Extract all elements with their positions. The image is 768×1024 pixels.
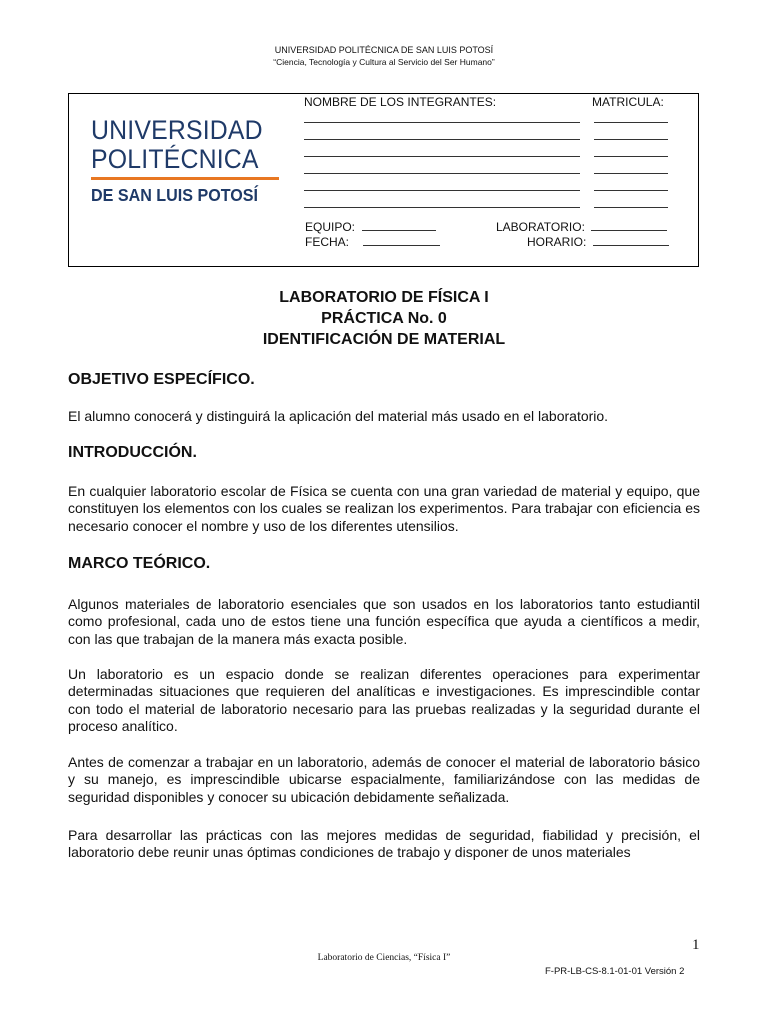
horario-field[interactable] — [593, 235, 669, 246]
intro-heading: INTRODUCCIÓN. — [68, 444, 197, 461]
marco-paragraph-3: Antes de comenzar a trabajar en un laboratorio, además de conocer el material de laboratorio básico y su manejo, es imprescindible ubicarse espacialmente, familiarizándose con las medidas de seguridad disponibles y conocer su ubicación debidamente señalizada. — [68, 754, 700, 805]
member-name-field[interactable] — [304, 156, 580, 157]
matricula-field[interactable] — [594, 156, 668, 157]
member-name-field[interactable] — [304, 122, 580, 123]
fecha-row — [305, 235, 440, 249]
logo-accent-rule — [91, 177, 279, 180]
header-form-box — [68, 93, 699, 267]
laboratorio-row — [496, 220, 667, 234]
marco-paragraph-2: Un laboratorio es un espacio donde se realizan diferentes operaciones para experimentar determinadas situaciones que requieren del analíticas e investigaciones. Es imprescindible contar con todo el material de laboratorio necesario para las pruebas realizadas y la seguridad durante el proceso analítico. — [68, 666, 700, 735]
footer-course: Laboratorio de Ciencias, “Física I” — [317, 953, 451, 963]
title-line-1: LABORATORIO DE FÍSICA I — [279, 289, 489, 306]
horario-row — [527, 235, 669, 249]
title-line-3: IDENTIFICACIÓN DE MATERIAL — [262, 331, 506, 348]
marco-heading: MARCO TEÓRICO. — [68, 555, 211, 572]
objetivo-heading: OBJETIVO ESPECÍFICO. — [68, 371, 255, 388]
university-logo — [91, 116, 286, 206]
matricula-label: MATRICULA: — [592, 95, 664, 109]
marco-paragraph-1: Algunos materiales de laboratorio esenciales que son usados en los laboratorios tanto estudiantil como profesional, cada uno de estos tiene una función específica que ayuda a científicos a medir, con las que trabajan de la manera más exacta posible. — [68, 596, 700, 647]
members-label: NOMBRE DE LOS INTEGRANTES: — [304, 95, 497, 109]
equipo-field[interactable] — [362, 220, 436, 231]
logo-line-2: POLITÉCNICA — [91, 144, 259, 174]
objetivo-text: El alumno conocerá y distinguirá la aplicación del material más usado en el laboratorio. — [68, 408, 609, 424]
marco-paragraph-4: Para desarrollar las prácticas con las mejores medidas de seguridad, fiabilidad y precisión, el laboratorio debe reunir unas óptimas condiciones de trabajo y disponer de unos materiales — [68, 827, 700, 861]
fecha-label: FECHA: — [305, 235, 350, 249]
title-line-2: PRÁCTICA No. 0 — [321, 310, 447, 327]
member-name-field[interactable] — [304, 173, 580, 174]
matricula-field[interactable] — [594, 190, 668, 191]
university-name: UNIVERSIDAD POLITÉCNICA DE SAN LUIS POTOSÍ — [274, 45, 494, 55]
matricula-field[interactable] — [594, 173, 668, 174]
page-number: 1 — [692, 937, 700, 953]
university-motto: “Ciencia, Tecnología y Cultura al Servicio del Ser Humano” — [273, 57, 495, 67]
member-name-field[interactable] — [304, 190, 580, 191]
matricula-field[interactable] — [594, 139, 668, 140]
logo-line-3: DE SAN LUIS POTOSÍ — [91, 185, 258, 205]
university-header — [0, 44, 768, 68]
equipo-label: EQUIPO: — [305, 220, 356, 234]
horario-label: HORARIO: — [527, 235, 587, 249]
equipo-row — [305, 220, 436, 234]
member-name-field[interactable] — [304, 207, 580, 208]
logo-line-1: UNIVERSIDAD — [91, 115, 263, 145]
document-title — [0, 287, 768, 350]
laboratorio-label: LABORATORIO: — [496, 220, 585, 234]
member-name-field[interactable] — [304, 139, 580, 140]
matricula-field[interactable] — [594, 207, 668, 208]
laboratorio-field[interactable] — [591, 220, 667, 231]
matricula-field[interactable] — [594, 122, 668, 123]
fecha-field[interactable] — [363, 235, 440, 246]
intro-text: En cualquier laboratorio escolar de Física se cuenta con una gran variedad de material y equipo, que constituyen los elementos con los cuales se realizan los experimentos. Para trabajar con eficiencia es necesario conocer el nombre y uso de los diferentes utensilios. — [68, 483, 700, 534]
footer-document-code: F-PR-LB-CS-8.1-01-01 Versión 2 — [545, 966, 685, 977]
